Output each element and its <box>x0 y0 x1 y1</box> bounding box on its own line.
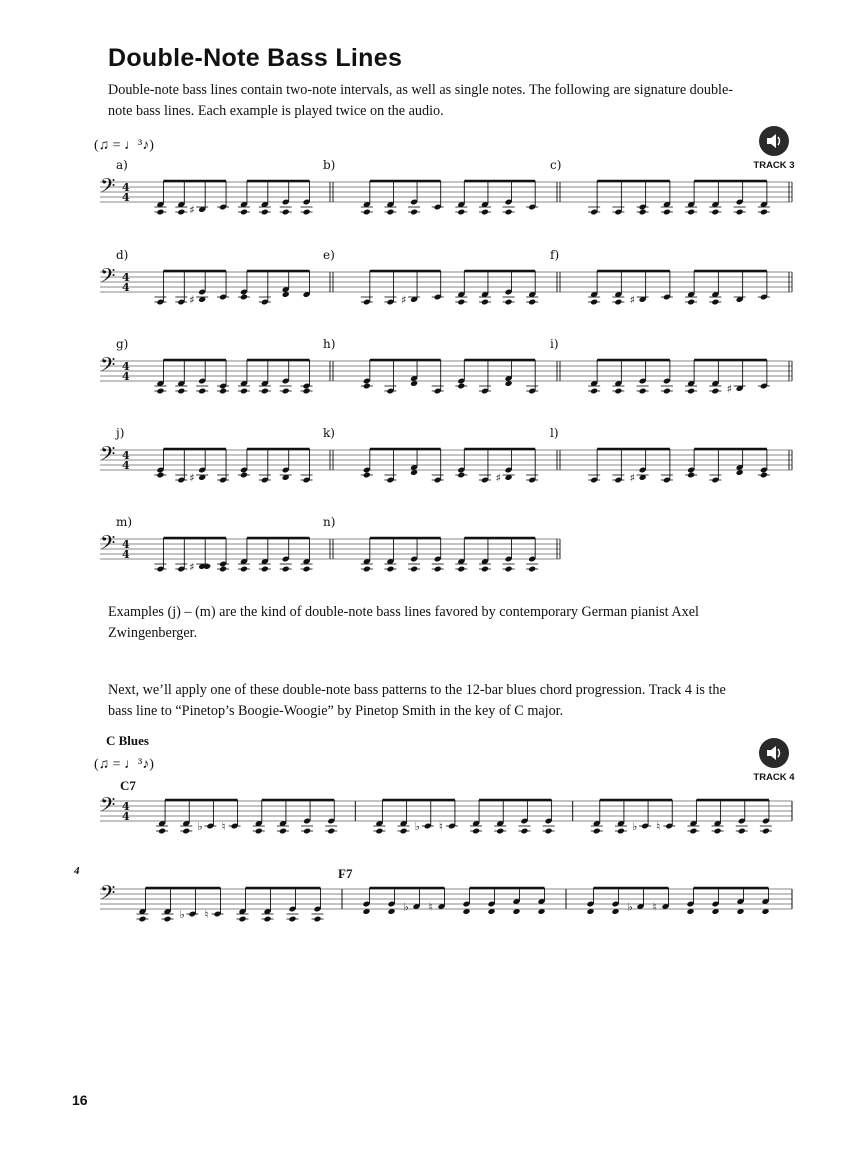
swing-marking-2: (♫ = ♩³♪) <box>94 757 154 772</box>
next-paragraph: Next, we’ll apply one of these double-note bass patterns to the 12-bar blues chord progression. Track 4 is the bass line to “Pinetop’s Boogie-Woogie” by Pinetop Smith in the key of C major. <box>108 682 726 719</box>
svg-text:♯: ♯ <box>401 293 407 307</box>
svg-text:♭: ♭ <box>197 820 203 833</box>
svg-text:d): d) <box>116 248 129 262</box>
svg-text:n): n) <box>323 515 336 529</box>
track-3-label: TRACK 3 <box>753 160 795 171</box>
svg-text:♮: ♮ <box>221 820 226 833</box>
svg-text:f): f) <box>550 248 560 262</box>
svg-text:g): g) <box>116 337 129 351</box>
svg-text:4: 4 <box>122 449 130 462</box>
svg-text:4: 4 <box>122 281 130 294</box>
svg-text:𝄢: 𝄢 <box>100 353 116 381</box>
swing-marking: (♫ = ♩³♪) <box>94 138 154 153</box>
svg-text:𝄢: 𝄢 <box>100 174 116 202</box>
page-title: Double-Note Bass Lines <box>108 44 403 72</box>
svg-text:𝄢: 𝄢 <box>100 531 116 559</box>
svg-text:𝄢: 𝄢 <box>100 881 116 909</box>
svg-text:♯: ♯ <box>629 293 635 307</box>
svg-text:4: 4 <box>122 538 130 551</box>
svg-text:♮: ♮ <box>652 900 657 914</box>
svg-text:e): e) <box>323 248 335 262</box>
svg-text:♭: ♭ <box>632 820 638 833</box>
page-number: 16 <box>72 1092 88 1108</box>
svg-text:♭: ♭ <box>179 908 185 921</box>
svg-text:♯: ♯ <box>189 293 195 307</box>
svg-text:♯: ♯ <box>726 382 732 396</box>
svg-text:4: 4 <box>122 548 130 561</box>
svg-text:4: 4 <box>122 800 130 813</box>
svg-text:♯: ♯ <box>189 471 195 485</box>
intro-paragraph: Double-note bass lines contain two-note intervals, as well as single notes. The following are signature double-note bass lines. Each example is played twice on the audio. <box>108 82 734 119</box>
svg-text:♮: ♮ <box>438 820 443 833</box>
svg-text:j): j) <box>116 426 125 440</box>
svg-text:4: 4 <box>122 191 130 204</box>
svg-text:♭: ♭ <box>414 820 420 833</box>
svg-text:4: 4 <box>122 370 130 383</box>
svg-text:♮: ♮ <box>204 908 209 921</box>
svg-text:♭: ♭ <box>403 900 409 914</box>
svg-text:4: 4 <box>122 459 130 472</box>
chord-f7: F7 <box>338 866 353 881</box>
svg-text:♮: ♮ <box>428 900 433 914</box>
svg-text:k): k) <box>323 426 335 440</box>
svg-text:4: 4 <box>122 181 130 194</box>
svg-text:b): b) <box>323 158 336 172</box>
svg-text:♯: ♯ <box>189 203 195 217</box>
blues-title: C Blues <box>106 733 149 748</box>
svg-text:♯: ♯ <box>629 471 635 485</box>
svg-text:𝄢: 𝄢 <box>100 793 116 821</box>
examples-note: Examples (j) – (m) are the kind of double-note bass lines favored by contemporary German pianist Axel Zwingenberger. <box>108 604 699 641</box>
svg-text:♯: ♯ <box>189 560 195 574</box>
chord-c7: C7 <box>120 778 136 793</box>
measure-number: 4 <box>74 865 80 877</box>
svg-text:𝄢: 𝄢 <box>100 264 116 292</box>
track-4-label: TRACK 4 <box>753 772 795 783</box>
svg-text:♭: ♭ <box>627 900 633 914</box>
svg-text:4: 4 <box>122 360 130 373</box>
svg-text:4: 4 <box>122 271 130 284</box>
svg-text:i): i) <box>550 337 559 351</box>
svg-text:𝄢: 𝄢 <box>100 442 116 470</box>
svg-text:m): m) <box>116 515 133 529</box>
svg-text:c): c) <box>550 158 562 172</box>
svg-text:h): h) <box>323 337 336 351</box>
svg-text:a): a) <box>116 158 128 172</box>
svg-text:♮: ♮ <box>656 820 661 833</box>
svg-text:4: 4 <box>122 810 130 823</box>
svg-text:l): l) <box>550 426 559 440</box>
svg-text:♯: ♯ <box>495 471 501 485</box>
